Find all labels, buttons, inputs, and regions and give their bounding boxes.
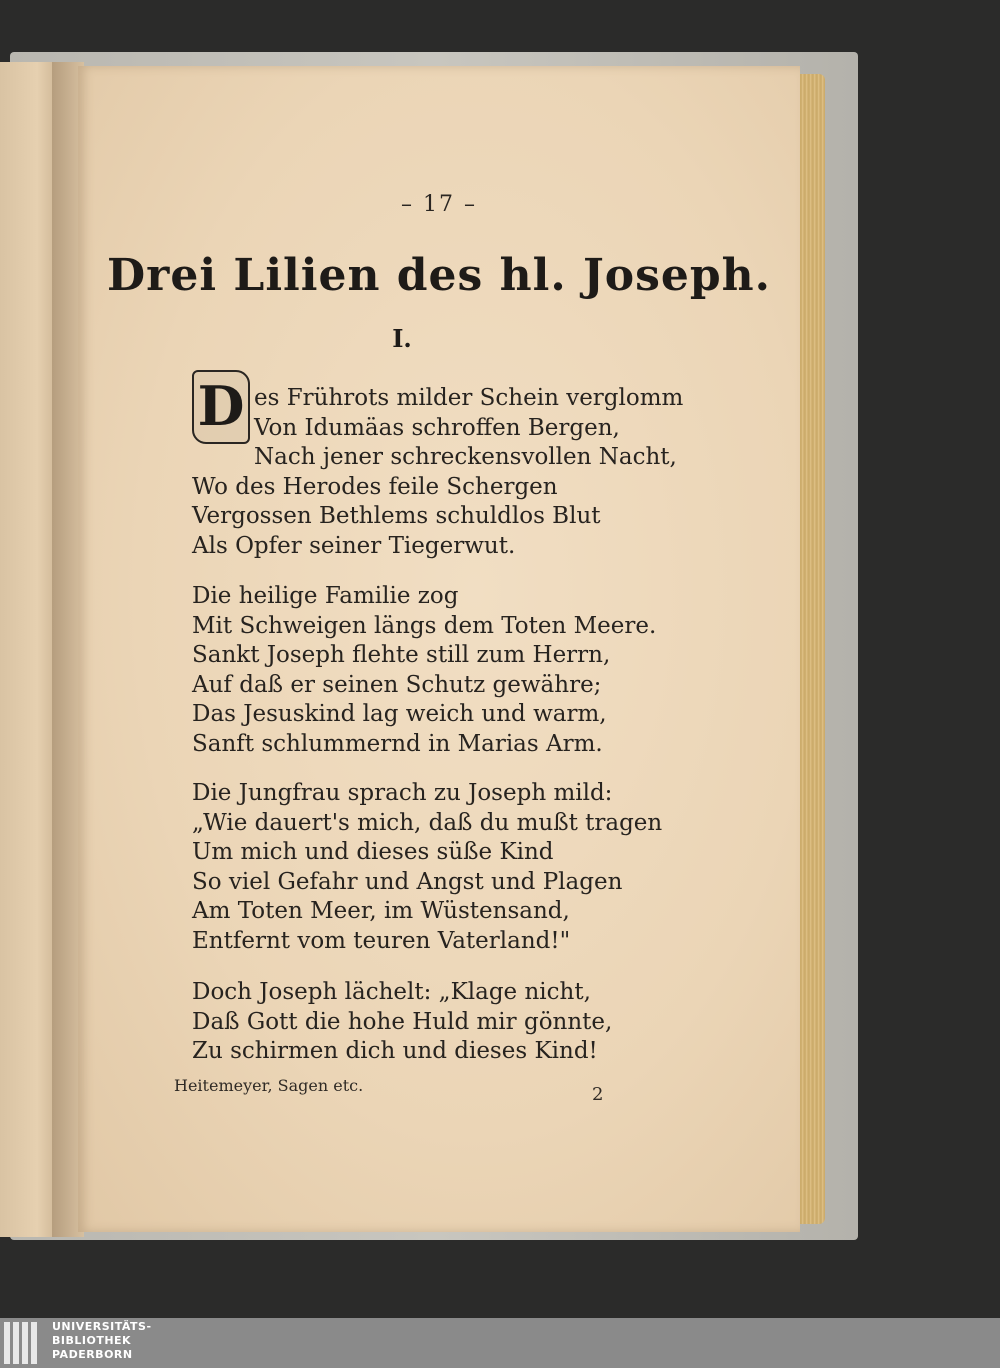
library-name-line: PADERBORN xyxy=(52,1348,133,1361)
stanza-3 xyxy=(192,779,752,956)
book-page xyxy=(78,66,800,1232)
verse-line: Auf daß er seinen Schutz gewähre; xyxy=(192,671,602,698)
verse-line: So viel Gefahr und Angst und Plagen xyxy=(192,868,623,895)
library-name xyxy=(52,1320,152,1362)
poem-title: Drei Lilien des hl. Joseph. xyxy=(107,250,771,301)
verse-line: Mit Schweigen längs dem Toten Meere. xyxy=(192,612,657,639)
verse-line: Die Jungfrau sprach zu Joseph mild: xyxy=(192,780,613,806)
gathering-number: 2 xyxy=(592,1084,604,1105)
stanza-1 xyxy=(192,384,752,561)
stanza-2 xyxy=(192,582,752,759)
verse-line: Wo des Herodes feile Schergen xyxy=(192,473,558,500)
stanza-4 xyxy=(192,978,752,1067)
drop-cap-letter: D xyxy=(192,370,250,444)
verse-line: Sanft schlummernd in Marias Arm. xyxy=(192,730,603,757)
verse-line: Doch Joseph lächelt: „Klage nicht, xyxy=(192,979,591,1005)
library-banner xyxy=(0,1318,1000,1368)
library-name-line: BIBLIOTHEK xyxy=(52,1334,132,1347)
verse-line: Als Opfer seiner Tiegerwut. xyxy=(192,532,516,559)
verse-line: Von Idumäas schroffen Bergen, xyxy=(254,414,620,441)
signature-mark: Heitemeyer, Sagen etc. xyxy=(174,1076,364,1095)
verse-line: Entfernt vom teuren Vaterland!" xyxy=(192,927,571,954)
verse-line: Am Toten Meer, im Wüstensand, xyxy=(192,898,570,924)
verse-line: Vergossen Bethlems schuldlos Blut xyxy=(192,503,601,529)
library-name-line: UNIVERSITÄTS- xyxy=(52,1320,152,1333)
verse-line: Sankt Joseph flehte still zum Herrn, xyxy=(192,642,611,668)
verse-line: es Frührots milder Schein verglomm xyxy=(254,385,684,411)
verse-line: Die heilige Familie zog xyxy=(192,583,459,609)
verse-line: Um mich und dieses süße Kind xyxy=(192,839,554,865)
page-number: – 17 – xyxy=(401,192,477,217)
verse-line: „Wie dauert's mich, daß du mußt tragen xyxy=(192,809,663,836)
verse-line: Daß Gott die hohe Huld mir gönnte, xyxy=(192,1008,613,1035)
section-numeral: I. xyxy=(392,324,412,353)
library-logo-icon xyxy=(4,1322,44,1364)
verse-line: Zu schirmen dich und dieses Kind! xyxy=(192,1038,598,1064)
verse-line: Das Jesuskind lag weich und warm, xyxy=(192,701,607,727)
verse-line: Nach jener schreckensvollen Nacht, xyxy=(254,444,677,470)
